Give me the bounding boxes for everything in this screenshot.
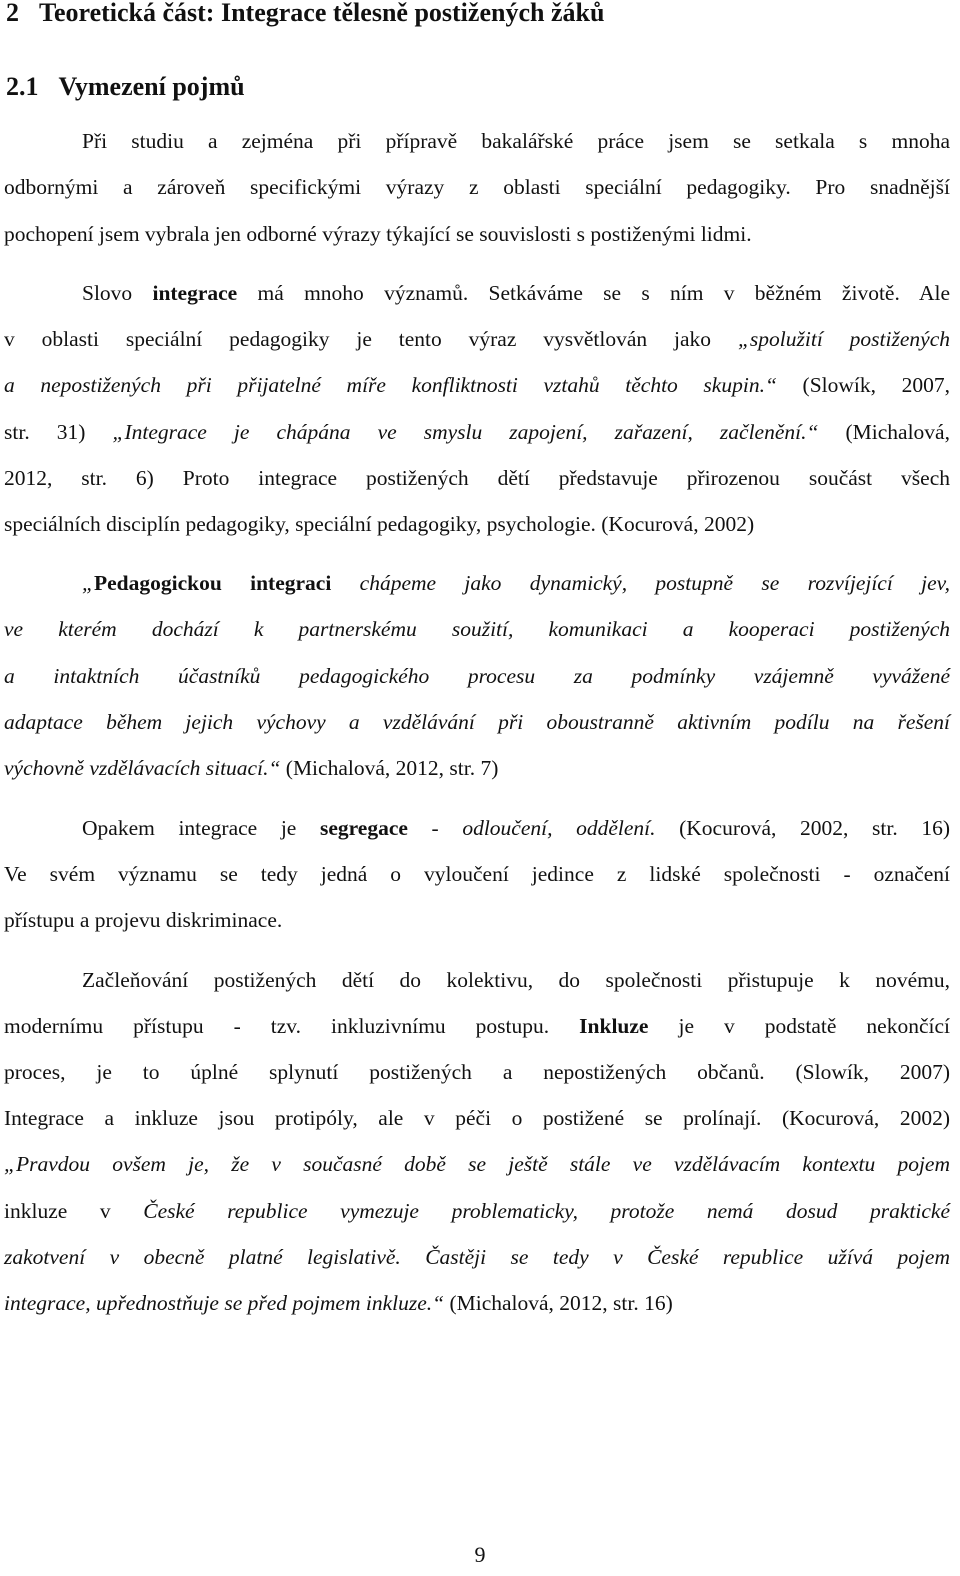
text-line <box>82 814 950 842</box>
italic-quote: integrace, upřednostňuje se před pojmem inkluze.“ <box>4 1291 445 1315</box>
chapter-title: Teoretická část: Integrace tělesně postižených žáků <box>39 0 605 27</box>
italic-quote: a intaktních účastníků pedagogického procesu za podmínky vzájemně vyvážené <box>4 664 950 688</box>
text-span: (Michalová, <box>818 420 950 444</box>
italic-quote: „ <box>82 571 94 595</box>
text-span: str. 31) <box>4 420 113 444</box>
italic-quote: „spolužití postižených <box>737 327 950 351</box>
text-line <box>4 371 950 399</box>
text-span: (Michalová, 2012, str. 7) <box>280 756 499 780</box>
italic-quote: „Integrace je chápána ve smyslu zapojení, zařazení, začlenění.“ <box>112 420 819 444</box>
text-line <box>4 510 950 538</box>
text-span: Ve svém významu se tedy jedná o vyloučení jedince z lidské společnosti - označení <box>4 862 950 886</box>
text-line <box>82 966 950 994</box>
text-span: pochopení jsem vybrala jen odborné výrazy týkající se souvislosti s postiženými lidmi. <box>4 222 752 246</box>
italic-quote: odloučení, oddělení. <box>462 816 656 840</box>
text-line <box>4 754 950 782</box>
text-span: Začleňování postižených dětí do kolektivu, do společnosti přistupuje k novému, <box>82 968 950 992</box>
text-line <box>4 708 950 736</box>
text-span: - <box>407 816 463 840</box>
italic-quote: výchovně vzdělávacích situací.“ <box>4 756 281 780</box>
italic-quote: zakotvení v obecně platné legislativě. Častěji se tedy v České republice užívá pojem <box>4 1245 950 1269</box>
text-span: (Slowík, 2007, <box>776 373 951 397</box>
text-line <box>4 615 950 643</box>
bold-term: segregace <box>319 816 408 840</box>
bold-term: Inkluze <box>579 1014 649 1038</box>
text-line <box>82 279 950 307</box>
bold-term: Pedagogickou integraci <box>93 571 332 595</box>
text-span: speciálních disciplín pedagogiky, speciální pedagogiky, psychologie. (Kocurová, 2002) <box>4 512 755 536</box>
text-span: je v podstatě nekončící <box>648 1014 950 1038</box>
text-line <box>4 220 950 248</box>
text-line <box>4 1150 950 1178</box>
text-span: Slovo <box>82 281 153 305</box>
text-line <box>4 1289 950 1317</box>
italic-quote: ve kterém dochází k partnerskému soužití, komunikaci a kooperaci postižených <box>4 617 950 641</box>
text-line <box>4 1197 950 1225</box>
italic-quote: chápeme jako dynamický, postupně se rozvíjející jev, <box>331 571 950 595</box>
italic-quote: a nepostižených při přijatelné míře konfliktnosti vztahů těchto skupin.“ <box>4 373 777 397</box>
text-span: 2012, str. 6) Proto integrace postižených dětí představuje přirozenou součást všech <box>4 466 950 490</box>
text-line <box>4 418 950 446</box>
text-line <box>82 569 950 597</box>
italic-quote: adaptace během jejich výchovy a vzdělávání při oboustranně aktivním podílu na řešení <box>4 710 950 734</box>
text-line <box>4 173 950 201</box>
text-line <box>4 1243 950 1271</box>
text-span: Při studiu a zejména při přípravě bakalářské práce jsem se setkala s mnoha <box>82 129 950 153</box>
text-line <box>4 1012 950 1040</box>
italic-quote: České republice vymezuje problematicky, protože nemá dosud praktické <box>143 1199 950 1223</box>
text-line <box>4 1104 950 1132</box>
text-line <box>4 662 950 690</box>
text-span: (Kocurová, 2002, str. 16) <box>655 816 950 840</box>
section-heading <box>6 72 245 102</box>
text-span: (Michalová, 2012, str. 16) <box>444 1291 673 1315</box>
text-span: Opakem integrace je <box>82 816 320 840</box>
page-number: 9 <box>474 1542 486 1567</box>
text-span: proces, je to úplné splynutí postižených a nepostižených občanů. (Slowík, 2007) <box>4 1060 950 1084</box>
italic-quote: „Pravdou ovšem je, že v současné době se ještě stále ve vzdělávacím kontextu pojem <box>4 1152 950 1176</box>
text-line <box>4 860 950 888</box>
section-number: 2.1 <box>6 72 39 101</box>
chapter-heading <box>6 0 604 28</box>
text-line <box>4 325 950 353</box>
chapter-number: 2 <box>6 0 19 27</box>
text-line <box>4 464 950 492</box>
text-span: má mnoho významů. Setkáváme se s ním v běžném životě. Ale <box>237 281 950 305</box>
text-span: inkluze v <box>4 1199 144 1223</box>
text-line <box>4 906 950 934</box>
text-span: Integrace a inkluze jsou protipóly, ale v péči o postižené se prolínají. (Kocurová, 2002) <box>4 1106 950 1130</box>
text-span: přístupu a projevu diskriminace. <box>4 908 283 932</box>
text-line <box>82 127 950 155</box>
bold-term: integrace <box>152 281 238 305</box>
text-span: v oblasti speciální pedagogiky je tento výraz vysvětlován jako <box>4 327 738 351</box>
text-span: odbornými a zároveň specifickými výrazy z oblasti speciální pedagogiky. Pro snadnější <box>4 175 950 199</box>
text-span: modernímu přístupu - tzv. inkluzivnímu postupu. <box>4 1014 580 1038</box>
text-line <box>4 1058 950 1086</box>
section-title: Vymezení pojmů <box>58 72 245 101</box>
